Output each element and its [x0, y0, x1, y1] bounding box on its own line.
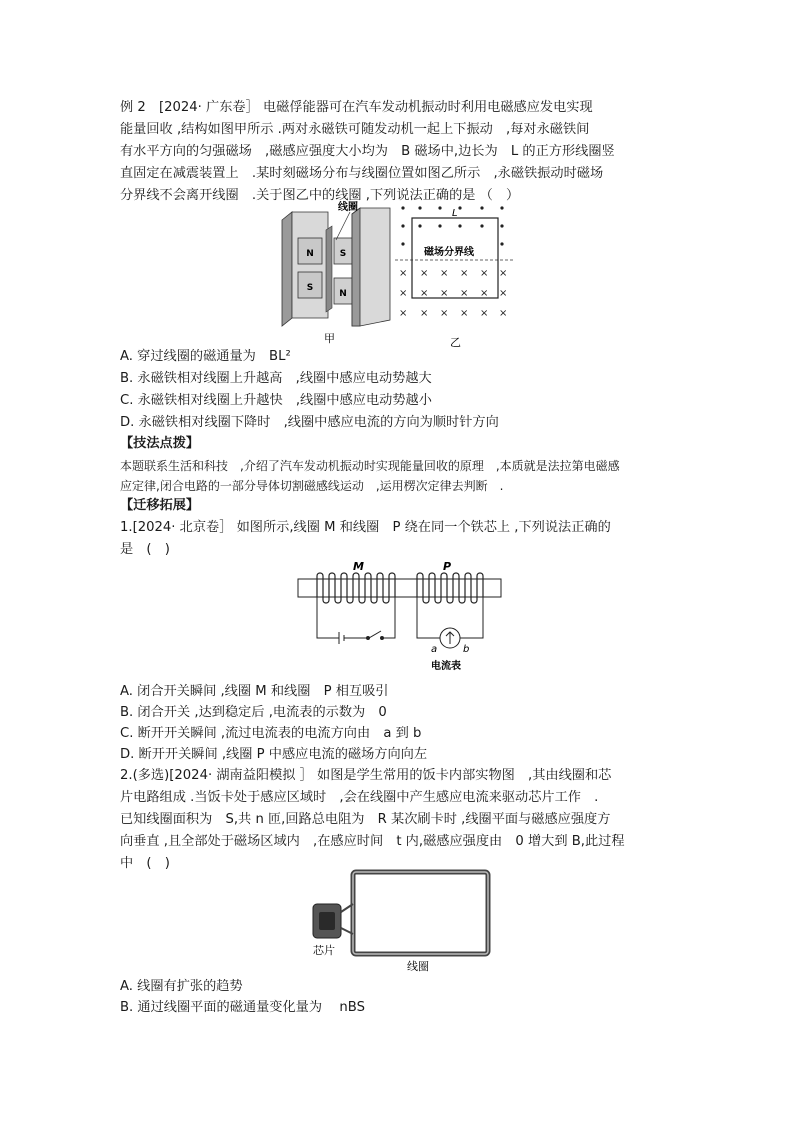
svg-text:×: ×: [460, 308, 469, 319]
fig-jia-label: 甲: [324, 332, 335, 345]
tips-heading: 【技法点拨】: [120, 436, 200, 451]
svg-text:×: ×: [440, 308, 449, 319]
q2-line-4: 向垂直 ,且全部处于磁场区域内 ,在感应时间 t 内,磁感应强度由 0 增大到 B,此过程: [120, 834, 625, 849]
q1-option-b: B. 闭合开关 ,达到稳定后 ,电流表的示数为 0: [120, 705, 387, 720]
meter-label: 电流表: [431, 661, 461, 672]
svg-text:×: ×: [480, 288, 489, 299]
example-line-4: 直固定在减震装置上 .某时刻磁场分布与线圈位置如图乙所示 ,永磁铁振动时磁场: [120, 166, 604, 181]
q2-line-5: 中 ( ): [120, 856, 170, 871]
svg-text:×: ×: [499, 308, 508, 319]
svg-text:×: ×: [499, 268, 508, 279]
svg-text:×: ×: [499, 288, 508, 299]
figure-energy-harvester: [270, 200, 530, 350]
q1-option-c: C. 断开开关瞬间 ,流过电流表的电流方向由 a 到 b: [120, 726, 422, 741]
label-p: P: [443, 560, 452, 573]
svg-text:×: ×: [480, 308, 489, 319]
coil-label: 线圈: [338, 202, 358, 213]
fig-yi-label: 乙: [450, 336, 461, 349]
q2-option-a: A. 线圈有扩张的趋势: [120, 979, 243, 994]
example-line-1: 例 2 [2024· 广东卷］ 电磁俘能器可在汽车发动机振动时利用电磁感应发电实现: [120, 100, 593, 115]
example-line-5: 分界线不会离开线圈 .关于图乙中的线圈 ,下列说法正确的是 （ ）: [120, 188, 520, 203]
svg-text:×: ×: [480, 268, 489, 279]
svg-text:×: ×: [440, 268, 449, 279]
example-option-d: D. 永磁铁相对线圈下降时 ,线圈中感应电流的方向为顺时针方向: [120, 415, 499, 430]
pole-label: S: [339, 249, 347, 259]
svg-text:×: ×: [460, 268, 469, 279]
figure-iron-core: [295, 560, 505, 675]
label-m: M: [353, 560, 364, 573]
label-a: a: [431, 644, 438, 655]
svg-text:×: ×: [460, 288, 469, 299]
tips-line-1: 本题联系生活和科技 ,介绍了汽车发动机振动时实现能量回收的原理 ,本质就是法拉第电磁感: [120, 459, 620, 473]
circuit-m: [317, 597, 395, 644]
svg-text:×: ×: [399, 308, 408, 319]
svg-text:×: ×: [420, 268, 429, 279]
square-coil: [412, 218, 498, 298]
pole-label: N: [306, 249, 314, 259]
q1-option-d: D. 断开开关瞬间 ,线圈 P 中感应电流的磁场方向向左: [120, 747, 428, 762]
q2-option-b: B. 通过线圈平面的磁通量变化量为 nBS: [120, 1000, 365, 1015]
svg-text:×: ×: [420, 308, 429, 319]
card-coil: [353, 872, 488, 954]
switch-icon: [369, 631, 381, 638]
q1-line-1: 1.[2024· 北京卷］ 如图所示,线圈 M 和线圈 P 绕在同一个铁芯上 ,下列说法正确的: [120, 520, 611, 535]
svg-text:×: ×: [399, 288, 408, 299]
q2-line-2: 片电路组成 .当饭卡处于感应区域时 ,会在线圈中产生感应电流来驱动芯片工作 .: [120, 790, 599, 805]
example-option-a: A. 穿过线圈的磁通量为 BL²: [120, 349, 291, 364]
figure-meal-card: [305, 868, 495, 974]
q2-line-3: 已知线圈面积为 S,共 n 匝,回路总电阻为 R 某次刷卡时 ,线圈平面与磁感应强度方: [120, 812, 611, 827]
figure-energy-harvester-svg: [270, 200, 530, 350]
figure-iron-core-svg: [295, 560, 505, 675]
example-option-c: C. 永磁铁相对线圈上升越快 ,线圈中感应电动势越小: [120, 393, 432, 408]
label-b: b: [463, 644, 470, 655]
figure-meal-card-svg: [305, 868, 495, 974]
example-line-3: 有水平方向的匀强磁场 ,磁感应强度大小均为 B 磁场中,边长为 L 的正方形线圈竖: [120, 144, 615, 159]
q2-line-1: 2.(多选)[2024· 湖南益阳模拟 ］ 如图是学生常用的饭卡内部实物图 ,其由线圈和芯: [120, 768, 612, 783]
chip-label: 芯片: [313, 944, 335, 957]
coil-label-q2: 线圈: [407, 960, 429, 973]
field-crosses: [399, 268, 507, 319]
extension-heading: 【迁移拓展】: [120, 498, 200, 513]
svg-text:×: ×: [440, 288, 449, 299]
pole-label: N: [339, 289, 347, 299]
svg-text:×: ×: [420, 288, 429, 299]
side-length-label: L: [452, 208, 458, 219]
example-option-b: B. 永磁铁相对线圈上升越高 ,线圈中感应电动势越大: [120, 371, 432, 386]
example-line-2: 能量回收 ,结构如图甲所示 .两对永磁铁可随发动机一起上下振动 ,每对永磁铁间: [120, 122, 590, 137]
boundary-label: 磁场分界线: [424, 247, 474, 258]
pole-label: S: [306, 283, 314, 293]
q1-option-a: A. 闭合开关瞬间 ,线圈 M 和线圈 P 相互吸引: [120, 684, 389, 699]
svg-text:×: ×: [399, 268, 408, 279]
q1-line-2: 是 ( ): [120, 542, 170, 557]
circuit-p: [417, 597, 483, 648]
tips-line-2: 应定律,闭合电路的一部分导体切割磁感线运动 ,运用楞次定律去判断 .: [120, 479, 504, 493]
